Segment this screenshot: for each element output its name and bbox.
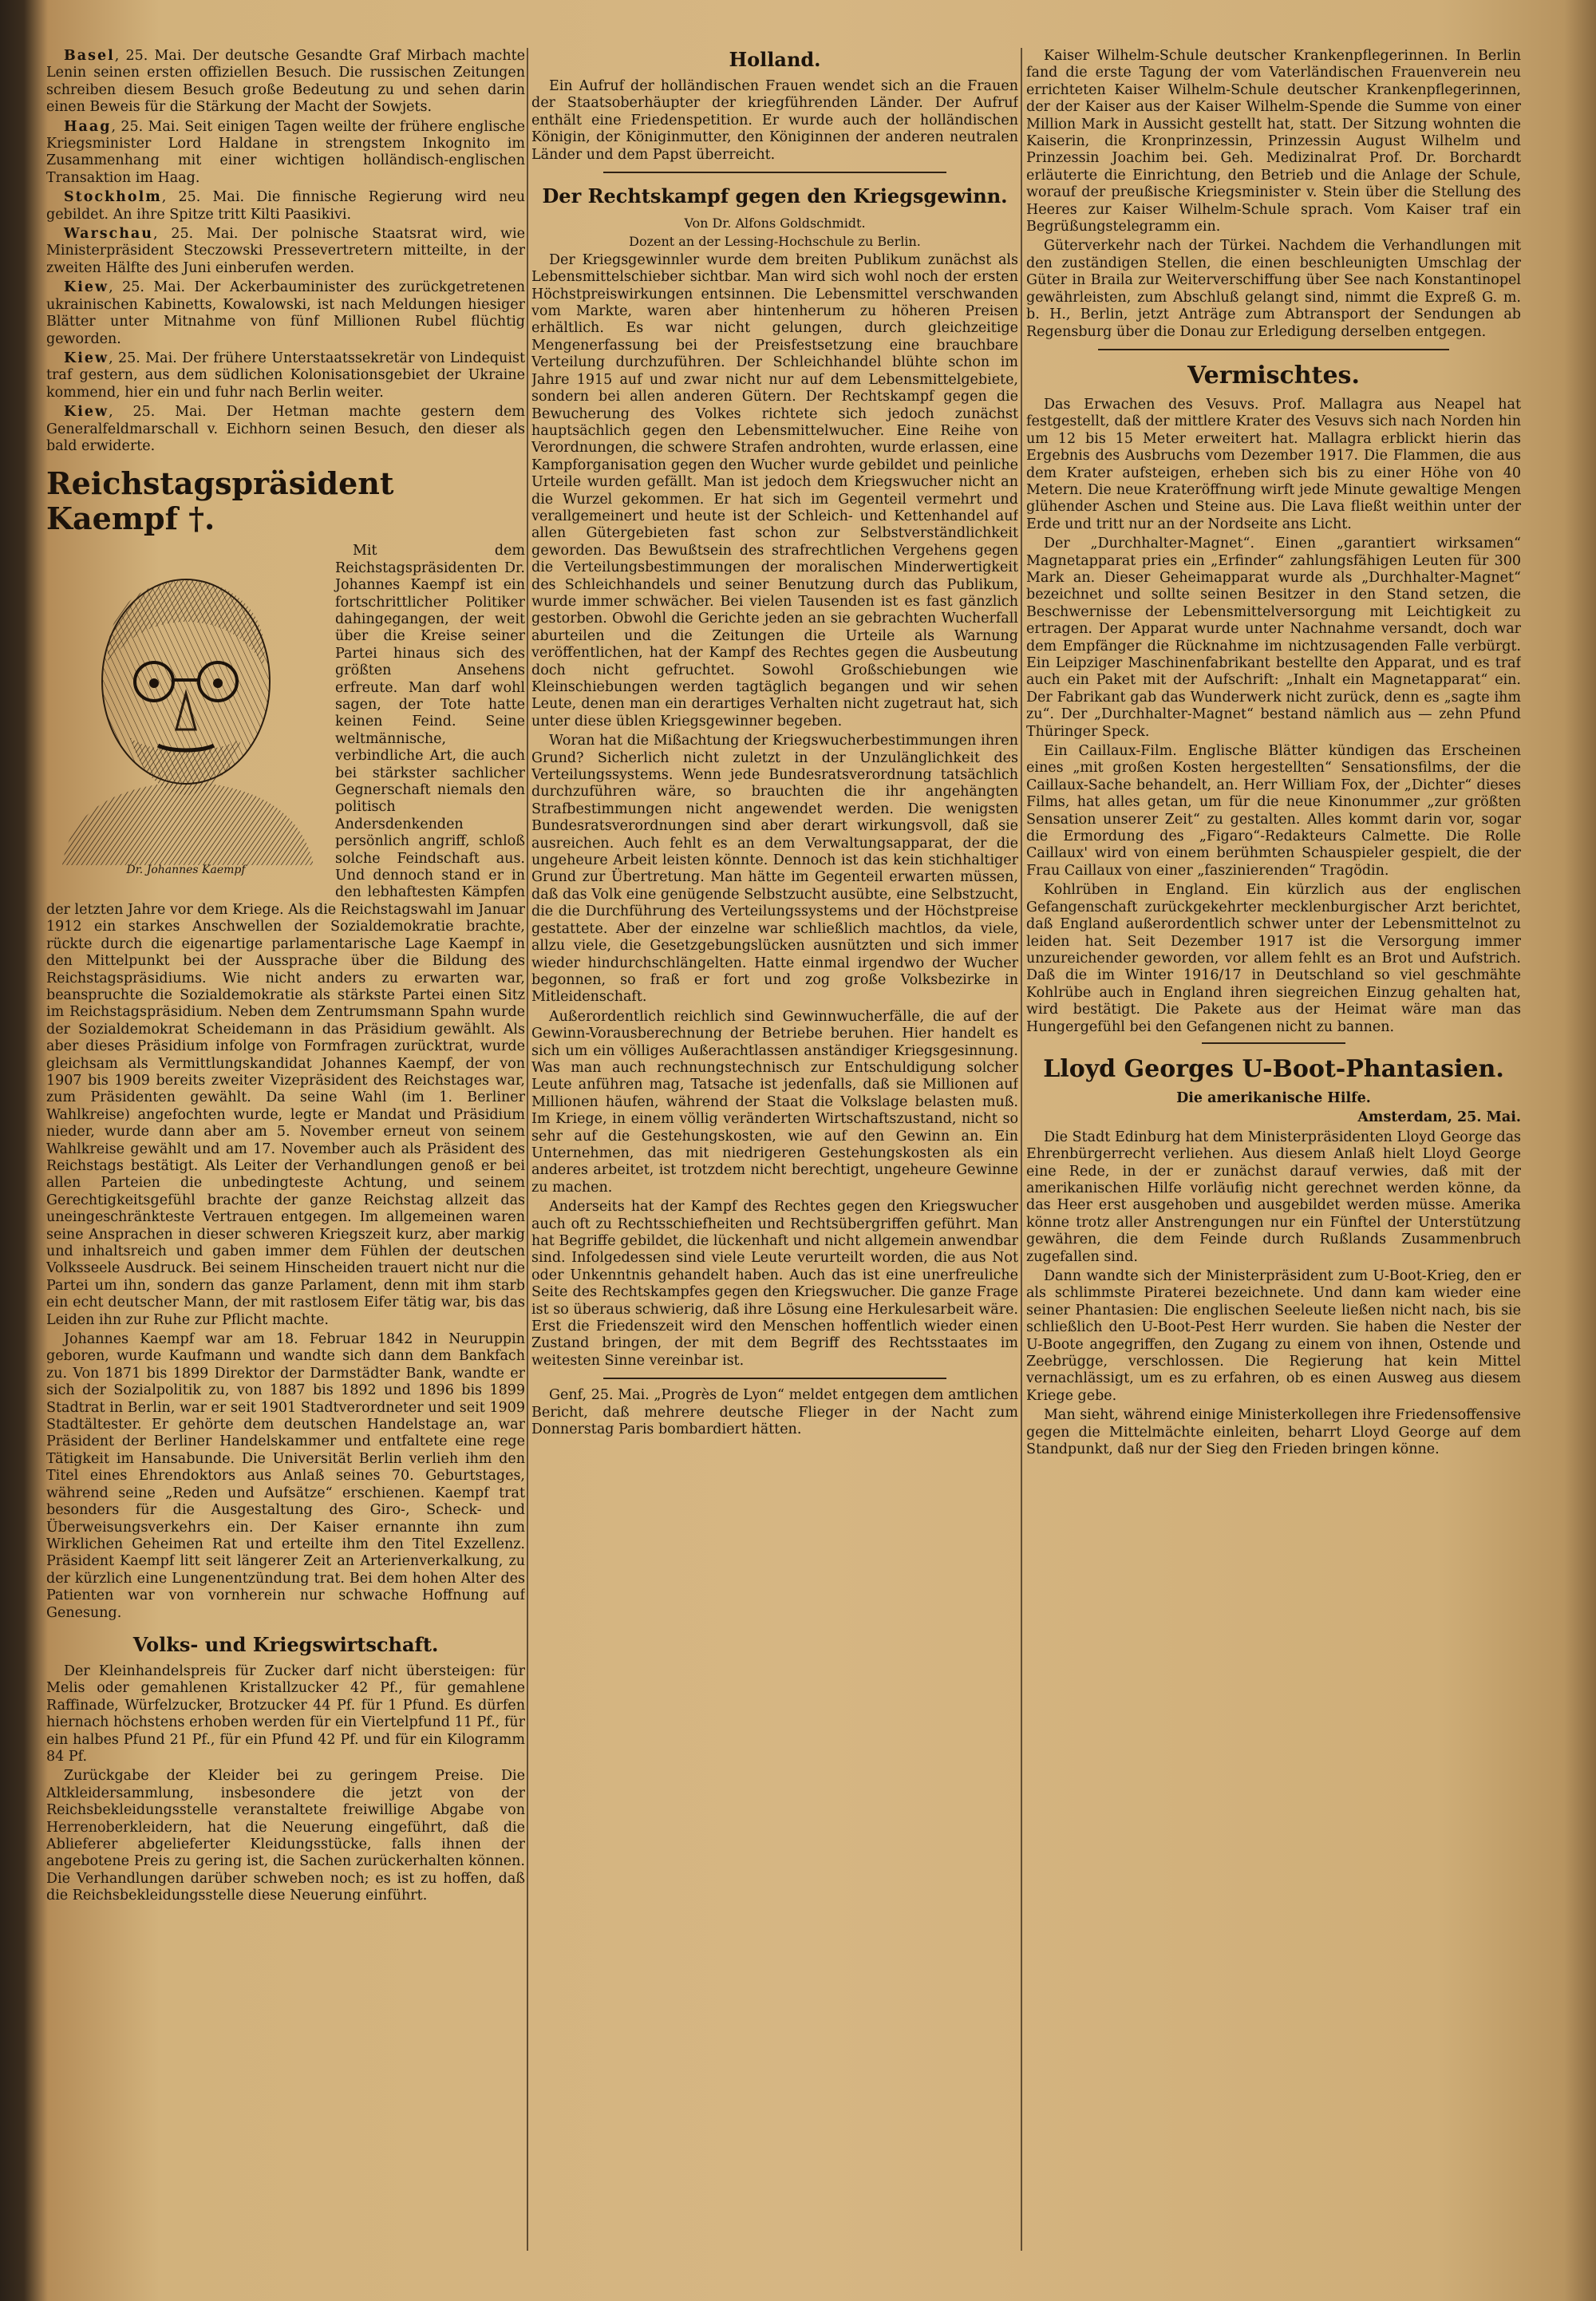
news-item: Haag, 25. Mai. Seit einigen Tagen weilte der frühere englische Kriegsminister Lord Haldane in strengstem Inkognito im Zusammenhang mit einer wichtigen holländisch-englischen Transaktion im Haag. bbox=[46, 118, 525, 186]
rechtskampf-headline: Der Rechtskampf gegen den Kriegsgewinn. bbox=[542, 184, 1008, 208]
volk-headline: Volks- und Kriegswirtschaft. bbox=[132, 1632, 439, 1656]
vermischtes-headline: Vermischtes. bbox=[1187, 361, 1360, 389]
divider bbox=[1098, 349, 1449, 350]
divider bbox=[603, 172, 946, 173]
news-item: Kiew, 25. Mai. Der frühere Unterstaatssekretär von Lindequist traf gestern, aus dem südlichen Kolonisationsgebiet der Ukraine kommend, hier ein und fuhr nach Berlin weiter. bbox=[46, 350, 525, 401]
vermischtes-paragraph: Der „Durchhalter-Magnet“. Einen „garantiert wirksamen“ Magnetapparat pries ein „Erfinder“ zahlungsfähigen Leuten für 300 Mark an. Dieser Geheimapparat wurde als „Durchhalter-Magnet“ bezeichnet und sollte seinen Besitzer in den Stand setzen, die Beschwernisse der Lebensmittelversorgung mit Leichtigkeit zu ertragen. Der Apparat wurde unter Nachnahme versandt, doch war dem Empfänger die Rücknahme im nichtzusagenden Falle verbürgt. Ein Leipziger Maschinenfabrikant bestellte den Apparat, und es traf auch ein Paket mit der Aufschrift: „Inhalt ein Magnetapparat“ ein. Der Fabrikant gab das Wunderwerk nicht zurück, denn es „sagte ihm zu“. Der „Durchhalter-Magnet“ bestand nämlich aus — zehn Pfund Thüringer Speck. bbox=[1026, 536, 1521, 740]
volk-paragraph: Zurückgabe der Kleider bei zu geringem Preise. Die Altkleidersammlung, insbesondere die jetzt von der Reichsbekleidungsstelle veranstaltete freiwillige Abgabe von Herrenoberkleidern, hat die Neuerung eingeführt, daß die Ablieferer abgelieferter Kleidungsstücke, falls ihnen der angebotene Preis zu gering ist, die Sachen zurückerhalten können. Die Verhandlungen darüber schweben noch; es ist zu hoffen, daß die Reichsbekleidungsstelle diese Neuerung einführt. bbox=[46, 1768, 525, 1904]
lloyd-headline: Lloyd Georges U-Boot-Phantasien. bbox=[1043, 1054, 1504, 1083]
volk-paragraph: Der Kleinhandelspreis für Zucker darf nicht übersteigen: für Melis oder gemahlenen Kristallzucker 42 Pf., für gemahlene Raffinade, Würfelzucker, Brotzucker 44 Pf. für 1 Pfund. Es dürfen hiernach höchstens erhoben werden für ein Viertelpfund 11 Pf., für ein halbes Pfund 21 Pf., für ein Pfund 42 Pf. und für ein Kilogramm 84 Pf. bbox=[46, 1662, 525, 1765]
holland-text: Ein Aufruf der holländischen Frauen wendet sich an die Frauen der Staatsoberhäupter der kriegführenden Länder. Der Aufruf enthält eine Friedenspetition. Er wurde auch der holländischen Königin, der Königinmutter, den Königinnen der anderen neutralen Länder und dem Papst überreicht. bbox=[531, 78, 1018, 163]
column-right bbox=[1026, 48, 1521, 2259]
author-affiliation: Dozent an der Lessing-Hochschule zu Berlin. bbox=[629, 234, 921, 250]
lloyd-dateline: Amsterdam, 25. Mai. bbox=[1357, 1109, 1521, 1126]
lloyd-subtitle: Die amerikanische Hilfe. bbox=[1176, 1089, 1371, 1106]
lloyd-paragraph: Die Stadt Edinburg hat dem Ministerpräsidenten Lloyd George das Ehrenbürgerrecht verliehen. Aus diesem Anlaß hielt Lloyd George eine Rede, in der er zunächst darauf verwies, daß mit der amerikanischen Hilfe vorläufig nicht gerechnet werden könne, da das Heer erst ausgehoben und ausgebildet werden müsse. Amerika könne trotz aller Anstrengungen nur ein Fünftel der Unterstützung gewähren, die dem Feinde durch Rußlands Zusammenbruch zugefallen sind. bbox=[1026, 1129, 1521, 1265]
news-item: Stockholm, 25. Mai. Die finnische Regierung wird neu gebildet. An ihre Spitze tritt Kilti Paasikivi. bbox=[46, 189, 525, 223]
kaempf-paragraph: Johannes Kaempf war am 18. Februar 1842 in Neuruppin geboren, wurde Kaufmann und wandte sich dann dem Bankfach zu. Von 1871 bis 1899 Direktor der Darmstädter Bank, wandte er sich der Sozialpolitik zu, von 1887 bis 1892 und 1896 bis 1899 Stadtrat in Berlin, war er seit 1901 Stadtverordneter und seit 1909 Stadtältester. Er gehörte dem deutschen Handelstage an, war Präsident der Berliner Handelskammer und entfaltete eine rege Tätigkeit im Hansabunde. Die Universität Berlin verlieh ihm den Titel eines Ehrendoktors aus Anlaß seines 70. Geburtstages, während seine „Reden und Aufsätze“ erschienen. Kaempf trat besonders für die Ausgestaltung des Giro-, Scheck- und Überweisungsverkehrs ein. Der Kaiser ernannte ihn zum Wirklichen Geheimen Rat und erteilte ihm den Titel Exzellenz. Präsident Kaempf litt seit längerer Zeit an Arterienverkalkung, zu der kürzlich eine Lungenentzündung trat. Bei dem hohen Alter des Patienten war von vornherein nur schwache Hoffnung auf Genesung. bbox=[46, 1331, 525, 1621]
portrait-caption: Dr. Johannes Kaempf bbox=[126, 864, 246, 877]
news-item: Kiew, 25. Mai. Der Hetman machte gestern dem Generalfeldmarschall v. Eichhorn seinen Besuch, den dieser als bald erwiderte. bbox=[46, 404, 525, 454]
news-item: Kaiser Wilhelm-Schule deutscher Krankenpflegerinnen. In Berlin fand die erste Tagung der vom Vaterländischen Frauenverein neu errichteten Kaiser Wilhelm-Schule deutscher Krankenpflegerinnen, der der Kaiser aus der Kaiser Wilhelm-Spende die Summe von einer Million Mark in Aussicht gestellt hat, statt. Der Sitzung wohnten die Kaiserin, die Kronprinzessin, Prinzessin August Wilhelm und Prinzessin Joachim bei. Geh. Medizinalrat Prof. Dr. Borchardt erläuterte die Einrichtung, den Betrieb und die Anlage der Schule, worauf der preußische Kriegsminister v. Stein über die Stellung des Heeres zur Kaiser Wilhelm-Schule sprach. Vom Kaiser traf ein Begrüßungstelegramm ein. bbox=[1026, 48, 1521, 235]
lloyd-paragraph: Dann wandte sich der Ministerpräsident zum U-Boot-Krieg, den er als schlimmste Piraterei bezeichnete. Und dann kam wieder eine seiner Phantasien: Die englischen Seeleute ließen nicht nach, bis sie schließlich den U-Boot-Pest Herr wurden. Sie haben die Nester der U-Boote angegriffen, den Zugang zu einem von ihnen, Ostende und Zeebrügge, verschlossen. Die Regierung hat kein Mittel vernachlässigt, um es zu erfahren, ob es einen Ausweg aus diesem Kriege gebe. bbox=[1026, 1268, 1521, 1404]
divider bbox=[1202, 1042, 1345, 1044]
holland-headline: Holland. bbox=[729, 48, 821, 71]
article-paragraph: Anderseits hat der Kampf des Rechtes gegen den Kriegswucher auch oft zu Rechtsschiefheiten und Rechtsübergriffen geführt. Man hat Begriffe gebildet, die lückenhaft und nicht allgemein anwendbar sind. Infolgedessen sind viele Leute verurteilt worden, die aus Not oder Unkenntnis gehandelt haben. Auch das ist eine unerfreuliche Seite des Rechtskampfes gegen den Kriegswucher. Die ganze Frage ist so überaus schwierig, daß ihre Lösung eine Herkulesarbeit wäre. Erst die Friedenszeit wird den Menschen hoffentlich wieder einen Zustand bringen, der mit dem Begriff des Rechtsstaates im weitesten Sinne vereinbar ist. bbox=[531, 1199, 1018, 1369]
article-paragraph: Außerordentlich reichlich sind Gewinnwucherfälle, die auf der Gewinn-Vorausberechnung der Betriebe beruhen. Hier handelt es sich um ein völliges Außerachtlassen anständiger Kriegsgesinnung. Was man auch rechnungstechnisch zur Entschuldigung solcher Leute anführen mag, Tatsache ist jedenfalls, daß sie Millionen auf Millionen häufen, während der Staat die Volkslage belasten muß. Im Kriege, in einem völlig veränderten Wirtschaftszustand, nicht so sehr auf die Gestehungskosten, wie auf den Gewinn an. Ein Unternehmen, das mit niedrigeren Gestehungskosten als ein anderes arbeitet, ist trotzdem nicht berechtigt, ungeheure Gewinne zu machen. bbox=[531, 1008, 1018, 1196]
genf-news: Genf, 25. Mai. „Progrès de Lyon“ meldet entgegen dem amtlichen Bericht, daß mehrere deutsche Flieger in der Nacht zum Donnerstag Paris bombardiert hätten. bbox=[531, 1387, 1018, 1438]
news-item: Güterverkehr nach der Türkei. Nachdem die Verhandlungen mit den zuständigen Stellen, die einen beschleunigten Umschlag der Güter in Braila zur Weiterverschiffung über See nach Konstantinopel gewährleisten, zum Abschluß gelangt sind, nimmt die Expreß G. m. b. H., Berlin, jetzt Anträge zum Abtransport der Sendungen ab Regensburg über die Donau zur Erledigung derselben entgegen. bbox=[1026, 238, 1521, 340]
column-rule bbox=[1021, 48, 1022, 2251]
vermischtes-paragraph: Ein Caillaux-Film. Englische Blätter kündigen das Erscheinen eines „mit großen Kosten hergestellten“ Sensationsfilms, der die Caillaux-Sache behandelt, an. Herr William Fox, der „Dichter“ dieses Films, hat alles getan, um für die neue Kinonummer „zur größten Sensation unserer Zeit“ zu gestalten. Alles kommt darin vor, sogar die Ermordung des „Figaro“-Redakteurs Calmette. Die Rolle Caillaux' wird von einem berühmten Schauspieler gespielt, die der Frau Caillaux von einer „faszinierenden“ Tragödin. bbox=[1026, 743, 1521, 879]
vermischtes-paragraph: Kohlrüben in England. Ein kürzlich aus der englischen Gefangenschaft zurückgekehrter mecklenburgischer Arzt berichtet, daß England außerordentlich schwer unter der Lebensmittelnot zu leiden hat. Seit Dezember 1917 ist die Versorgung immer unzureichender geworden, vor allem fehlt es an Brot und Aufstrich. Daß die im Winter 1916/17 in Deutschland so viel geschmähte Kohlrübe auch in England ihren siegreichen Einzug gehalten hat, wird bestätigt. Die Pakete aus der Heimat wäre man das Hungergefühl bei den Gefangenen nicht zu bannen. bbox=[1026, 882, 1521, 1035]
news-item: Basel, 25. Mai. Der deutsche Gesandte Graf Mirbach machte Lenin seinen ersten offiziellen Besuch. Die russischen Zeitungen schreiben diesem Besuch große Bedeutung zu und sehen darin einen Beweis für die Stärkung der Macht der Sowjets. bbox=[46, 48, 525, 116]
article-paragraph: Der Kriegsgewinnler wurde dem breiten Publikum zunächst als Lebensmittelschieber sichtbar. Man wird sich wohl noch der ersten Höchstpreiswirkungen entsinnen. Die Lebensmittel verschwanden vom Markte, waren aber hintenherum zu höheren Preisen erhältlich. Es war nicht gelungen, durch gleichzeitige Mengenerfassung bei der Preisfestsetzung eine brauchbare Verteilung durchzuführen. Der Schleichhandel blühte schon im Jahre 1915 auf und zwar nicht nur auf dem Lebensmittelgebiete, sondern bei allen anderen Gütern. Der Rechtskampf gegen die Bewucherung des Volkes richtete sich jedoch zunächst hauptsächlich gegen den Lebensmittelwucher. Eine Reihe von Verordnungen, die schwere Strafen androhten, wurde erlassen, eine Kampforganisation gegen den Wucher wurde gebildet und peinliche Urteile wurden gefällt. Man ist jedoch dem Kriegswucher nicht an die Wurzel gekommen. Er hat sich im Gegenteil vermehrt und verallgemeinert und heute ist der Schleich- und Kettenhandel auf allen Gütergebieten fast schon zur Selbstverständlichkeit geworden. Das Bewußtsein des strafrechtlichen Vergehens gegen die Verteilungsbestimmungen der moralischen Minderwertigkeit des Schleichhandels und seiner Benutzung durch das Publikum, wurde immer schwächer. Bei vielen Tausenden ist es fast gänzlich gestorben. Obwohl die Gerichte jeden an sie gebrachten Wucherfall aburteilen und die Zeitungen die Urteile als Warnung veröffentlichen, hat der Kampf des Rechtes gegen die Ausbeutung doch nicht gefruchtet. Sowohl Großschiebungen wie Kleinschiebungen werden tagtäglich begangen und wir sehen Leute, denen man ein derartiges Verhalten nicht zugetraut hat, sich unter diese üblen Kriegsgewinner begeben. bbox=[531, 251, 1018, 729]
kaempf-headline: Reichstagspräsident Kaempf †. bbox=[46, 465, 394, 537]
vermischtes-paragraph: Das Erwachen des Vesuvs. Prof. Mallagra aus Neapel hat festgestellt, daß der mittlere Krater des Vesuvs sich nach Norden hin um 12 bis 15 Meter erweitert hat. Mallagra erblickt hierin das Ergebnis des Ausbruchs vom Dezember 1917. Die Flammen, die aus dem Krater aufsteigen, erheben sich bis zu einer Höhe von 40 Metern. Die neue Krateröffnung wirft jede Minute gewaltige Mengen glühender Aschen und Steine aus. Die Lava fließt weithin unter der Erde und tritt nur an der Nordseite ans Licht. bbox=[1026, 396, 1521, 532]
column-rule bbox=[527, 48, 528, 2251]
lloyd-paragraph: Man sieht, während einige Ministerkollegen ihre Friedensoffensive gegen die Mittelmächte einleiten, beharrt Lloyd George auf dem Standpunkt, daß nur der Sieg den Frieden bringen könne. bbox=[1026, 1407, 1521, 1458]
column-left bbox=[46, 48, 525, 2267]
portrait-engraving bbox=[46, 546, 326, 865]
news-item: Warschau, 25. Mai. Der polnische Staatsrat wird, wie Ministerpräsident Steczowski Pressevertretern mitteilte, in der zweiten Hälfte des Juni einberufen werden. bbox=[46, 226, 525, 276]
kaempf-paragraph: Mit dem Reichstagspräsidenten Dr. Johannes Kaempf ist ein fortschrittlicher Politiker dahingegangen, der weit über die Kreise seiner Partei hinaus sich des größten Ansehens erfreute. Man darf wohl sagen, der Tote hatte keinen Feind. Seine weltmännische, verbindliche Art, die auch bei stärkster sachlicher Gegnerschaft niemals den politisch Andersdenkenden persönlich angriff, schloß solche Feindschaft aus. Und dennoch stand er in den lebhaftesten Kämpfen der letzten Jahre vor dem Kriege. Als die Reichstagswahl im Januar 1912 ein starkes Anschwellen der Sozialdemokratie brachte, rückte durch die eigenartige parlamentarische Lage Kaempf in den Mittelpunkt bei der Aussprache über die Bildung des Reichstagspräsidiums. Wie nicht anders zu erwarten war, beanspruchte die Sozialdemokratie als stärkste Partei einen Sitz im Reichstagspräsidium. Neben dem Zentrumsmann Spahn wurde der Sozialdemokrat Scheidemann in das Präsidium gewählt. Als aber dieses Präsidium infolge von Formfragen zurücktrat, wurde gleichsam als Vermittlungskandidat Johannes Kaempf, der von 1907 bis 1909 bereits zweiter Vizepräsident des Reichstages war, zum Präsidenten gewählt. Da seine Wahl (im 1. Berliner Wahlkreise) angefochten wurde, legte er Mandat und Präsidium nieder, wurde dann aber am 5. November erneut von seinem Wahlkreise gewählt und am 17. November auch als Präsident des Reichstags bestätigt. Als Leiter der Verhandlungen genoß er bei allen Parteien die unbedingteste Achtung, und seinem Gerechtigkeitsgefühl brachte der ganze Reichstag allzeit das uneingeschränkteste Vertrauen entgegen. Im allgemeinen waren seine Ansprachen in dieser schweren Kriegszeit kurz, aber markig und inhaltsreich und gaben immer dem Fühlen der deutschen Volksseele Ausdruck. Bei seinem Hinscheiden trauert nicht nur die Partei um ihn, sondern das ganze Parlament, denn mit ihm starb ein echt deutscher Mann, der mit rastlosem Eifer tätig war, bis das Leiden ihn zur Ruhe zur Pflicht machte. bbox=[46, 543, 525, 1328]
author-line: Von Dr. Alfons Goldschmidt. bbox=[684, 215, 866, 231]
column-middle bbox=[531, 48, 1018, 2259]
divider bbox=[603, 1378, 946, 1379]
news-item: Kiew, 25. Mai. Der Ackerbauminister des zurückgetretenen ukrainischen Kabinetts, Kowalowski, ist nach Meldungen hiesiger Blätter unter Mitnahme von fünf Millionen Rubel flüchtig geworden. bbox=[46, 279, 525, 347]
article-paragraph: Woran hat die Mißachtung der Kriegswucherbestimmungen ihren Grund? Sicherlich nicht zuletzt in der Unzulänglichkeit des Verteilungssystems. Wenn jede Bundesratsverordnung tatsächlich durchzuführen wäre, so brauchten die ihr angehängten Strafbestimmungen nicht angewendet werden. Die wenigsten Bundesratsverordnungen sind aber derart wirkungsvoll, daß sie ausreichen. Auch fehlt es an dem Verwaltungsapparat, der die ungeheure Arbeit leisten könnte. Dennoch ist das kein stichhaltiger Grund zur Übertretung. Man hätte im Gegenteil erwarten müssen, daß das Volk eine genügende Selbstzucht ausübte, eine Selbstzucht, die die Durchführung des Verteilungssystems und der Höchstpreise gestattete. Aber der einzelne war schließlich machtlos, da viele, allzu viele, die Gesetzgebungslücken ausnützten und sich immer wieder hindurchschlängelten. Hatte einmal irgendwo der Wucher begonnen, so fraß er fort und zog große Volksbezirke in Mitleidenschaft. bbox=[531, 733, 1018, 1006]
kaempf-portrait bbox=[46, 546, 326, 881]
